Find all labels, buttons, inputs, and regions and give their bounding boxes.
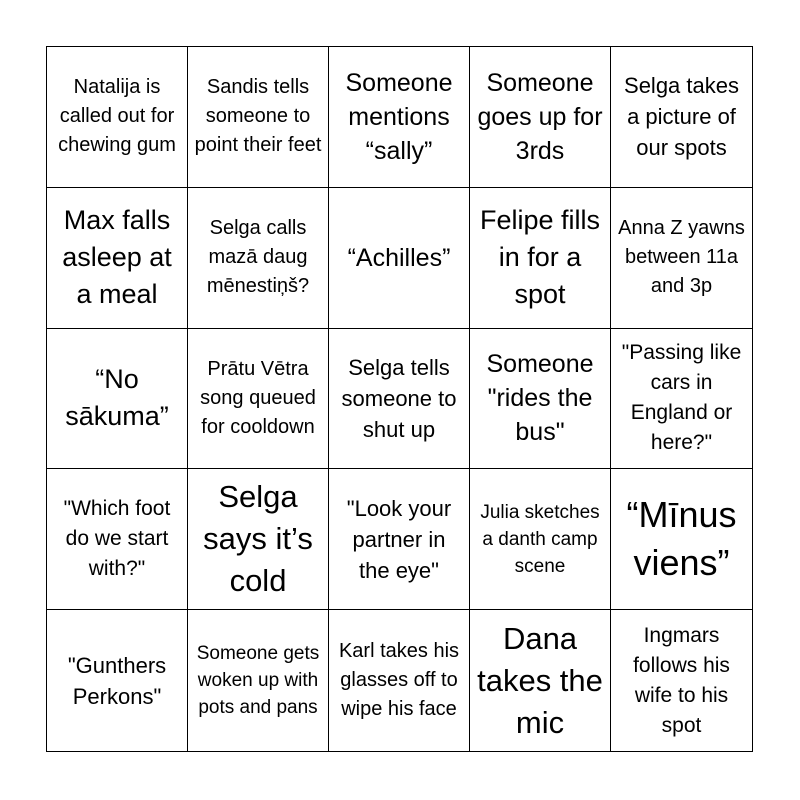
square-text: “Mīnus viens” [626,494,737,584]
square-text: Ingmars follows his wife to his spot [633,623,730,737]
bingo-square[interactable] [47,469,188,610]
bingo-card [46,46,753,752]
bingo-square[interactable] [470,469,611,610]
square-text: Selga tells someone to shut up [341,354,457,442]
square-text: Sandis tells someone to point their feet [194,76,322,157]
bingo-square[interactable] [47,329,188,470]
square-text: Selga takes a picture of our spots [624,73,739,161]
bingo-square[interactable] [470,188,611,329]
square-text: "Look your partner in the eye" [346,495,452,583]
square-text: Karl takes his glasses off to wipe his face [338,640,460,721]
bingo-square[interactable] [611,329,752,470]
bingo-square[interactable] [188,469,329,610]
bingo-square[interactable] [611,188,752,329]
square-text: Dana takes the mic [477,620,603,740]
bingo-square[interactable] [611,469,752,610]
square-text: Someone mentions “sally” [345,68,453,165]
square-text: Selga says it’s cold [203,479,313,599]
bingo-square[interactable] [47,610,188,751]
square-text: Someone goes up for 3rds [477,68,603,165]
bingo-square[interactable] [329,47,470,188]
square-text: “Achilles” [347,243,451,272]
square-text: Prātu Vētra song queued for cooldown [200,357,316,438]
square-text: “No sākuma” [65,364,169,432]
square-text: Someone "rides the bus" [486,350,594,447]
square-text: Felipe fills in for a spot [479,205,601,310]
bingo-square[interactable] [470,47,611,188]
square-text: "Which foot do we start with?" [63,497,171,581]
bingo-square[interactable] [470,610,611,751]
bingo-square[interactable] [188,47,329,188]
square-text: Natalija is called out for chewing gum [58,76,176,157]
bingo-square[interactable] [611,610,752,751]
square-text: Anna Z yawns between 11a and 3p [618,217,745,298]
square-text: Selga calls mazā daug mēnestiņš? [206,217,310,298]
bingo-square[interactable] [188,188,329,329]
square-text: Someone gets woken up with pots and pans [196,643,320,719]
square-text: "Passing like cars in England or here?" [621,341,742,455]
bingo-square[interactable] [188,329,329,470]
bingo-square[interactable] [470,329,611,470]
bingo-square[interactable] [47,47,188,188]
bingo-square[interactable] [47,188,188,329]
square-text: Julia sketches a danth camp scene [480,501,600,577]
square-text: "Gunthers Perkons" [67,652,167,709]
bingo-square[interactable] [329,610,470,751]
bingo-square[interactable] [329,469,470,610]
bingo-square[interactable] [329,188,470,329]
square-text: Max falls asleep at a meal [62,205,172,310]
bingo-square[interactable] [188,610,329,751]
bingo-square[interactable] [329,329,470,470]
bingo-square[interactable] [611,47,752,188]
